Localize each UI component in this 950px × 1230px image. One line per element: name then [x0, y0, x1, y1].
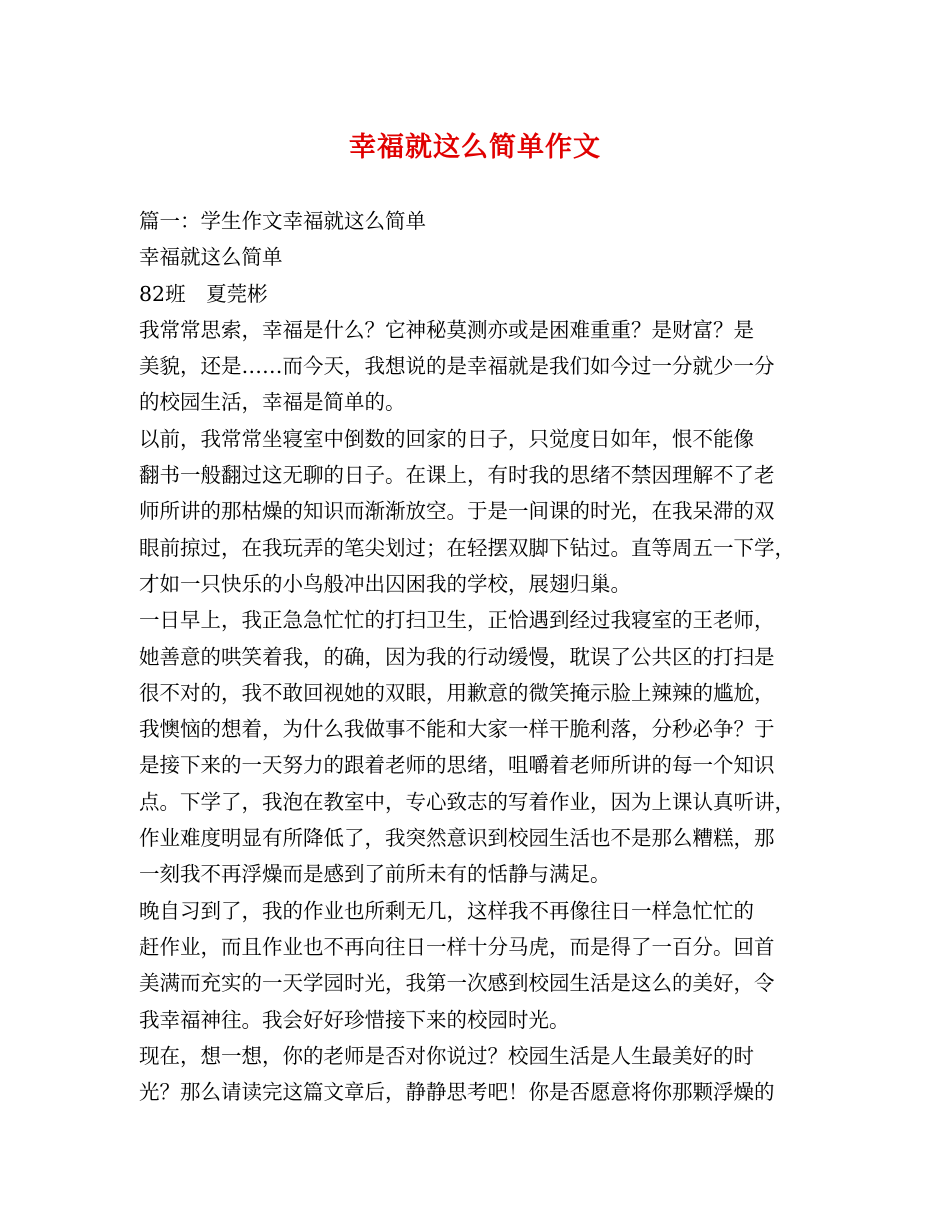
body-line: 我常常思索，幸福是什么？它神秘莫测亦或是困难重重？是财富？是 — [139, 317, 754, 342]
body-line: 现在，想一想，你的老师是否对你说过？校园生活是人生最美好的时 — [139, 1043, 754, 1068]
body-line: 的校园生活，幸福是简单的。 — [139, 390, 406, 415]
body-line: 篇一：学生作文幸福就这么简单 — [139, 209, 426, 233]
body-line: 幸福就这么简单 — [139, 245, 283, 270]
body-line: 赶作业，而且作业也不再向往日一样十分马虎，而是得了一百分。回首 — [139, 934, 775, 959]
body-line: 点。下学了，我泡在教室中，专心致志的写着作业，因为上课认真听讲， — [139, 789, 795, 814]
document-body — [139, 203, 825, 1110]
body-line: 作业难度明显有所降低了，我突然意识到校园生活也不是那么糟糕，那 — [139, 826, 775, 851]
body-line: 很不对的，我不敢回视她的双眼，用歉意的微笑掩示脸上辣辣的尴尬， — [139, 680, 775, 705]
body-line: 一日早上，我正急急忙忙的打扫卫生，正恰遇到经过我寝室的王老师， — [139, 608, 775, 633]
document-title: 幸福就这么简单作文 — [349, 132, 601, 163]
body-line: 才如一只快乐的小鸟般冲出囚困我的学校，展翅归巢。 — [139, 571, 631, 596]
body-line: 她善意的哄笑着我，的确，因为我的行动缓慢，耽误了公共区的打扫是 — [139, 644, 775, 669]
body-line: 眼前掠过，在我玩弄的笔尖划过；在轻摆双脚下钻过。直等周五一下学， — [139, 535, 795, 560]
body-line: 美貌，还是……而今天，我想说的是幸福就是我们如今过一分就少一分 — [139, 354, 775, 379]
body-line: 光？那么请读完这篇文章后，静静思考吧！你是否愿意将你那颗浮燥的 — [139, 1080, 775, 1105]
body-line: 以前，我常常坐寝室中倒数的回家的日子，只觉度日如年，恨不能像 — [139, 426, 754, 451]
body-line: 美满而充实的一天学园时光，我第一次感到校园生活是这么的美好，令 — [139, 971, 775, 996]
body-line: 一刻我不再浮燥而是感到了前所未有的恬静与满足。 — [139, 862, 611, 887]
body-line: 是接下来的一天努力的跟着老师的思绪，咀嚼着老师所讲的每一个知识 — [139, 753, 775, 778]
body-line: 晚自习到了，我的作业也所剩无几，这样我不再像往日一样急忙忙的 — [139, 898, 754, 923]
body-line: 我幸福神往。我会好好珍惜接下来的校园时光。 — [139, 1007, 570, 1032]
body-line: 翻书一般翻过这无聊的日子。在课上，有时我的思绪不禁因理解不了老 — [139, 463, 775, 488]
body-line: 82班 夏莞彬 — [139, 281, 268, 306]
body-line: 师所讲的那枯燥的知识而渐渐放空。于是一间课的时光，在我呆滞的双 — [139, 499, 775, 524]
body-line: 我懊恼的想着，为什么我做事不能和大家一样干脆利落，分秒必争？于 — [139, 717, 775, 742]
